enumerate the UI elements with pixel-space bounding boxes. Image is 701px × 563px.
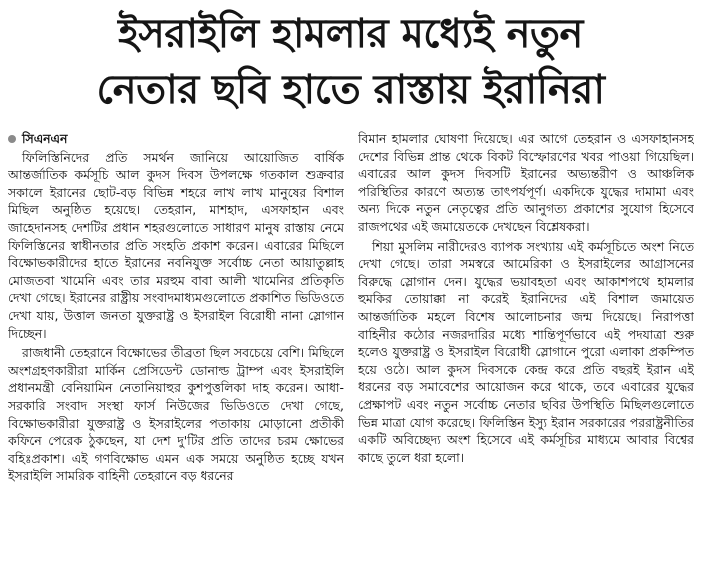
- paragraph: রাজধানী তেহরানে বিক্ষোভের তীব্রতা ছিল সবচেয়ে বেশি। মিছিলে অংশগ্রহণকারীরা মার্কিন প্রেসিডেন্ট ডোনাল্ড ট্রাম্প এবং ইসরাইলি প্রধানমন্ত্রী বেনিয়ামিন নেতানিয়াহুর কুশপুত্তলিকা দাহ করেন। আধা-সরকারি সংবাদ সংস্থা ফার্স নিউজের ভিডিওতে দেখা গেছে, বিক্ষোভকারীরা যুক্তরাষ্ট্র ও ইসরাইলের পতাকায় মোড়ানো প্রতীকী কফিনে পেরেক ঠুকছেন, যা দেশ দু'টির প্রতি তাদের চরম ক্ষোভের বহিঃপ্রকাশ। এই গণবিক্ষোভ এমন এক সময়ে অনুষ্ঠিত হচ্ছে যখন ইসরাইলি সামরিক বাহিনী তেহরানে বড় ধরনের: [8, 345, 344, 484]
- paragraph: ফিলিস্তিনিদের প্রতি সমর্থন জানিয়ে আয়োজিত বার্ষিক আন্তর্জাতিক কর্মসূচি আল কুদস দিবস উপলক্ষে গতকাল শুক্রবার সকালে ইরানের ছোট-বড় বিভিন্ন শহরে লাখ লাখ মানুষের বিশাল মিছিল অনুষ্ঠিত হয়েছে। তেহরান, মাশহাদ, এসফাহান এবং জাহেদানসহ দেশটির প্রধান শহরগুলোতে সাধারণ মানুষ রাস্তায় নেমে ফিলিস্তিনের স্বাধীনতার প্রতি সংহতি প্রকাশ করেন। এবারের মিছিলে বিক্ষোভকারীদের হাতে ইরানের নবনিযুক্ত সর্বোচ্চ নেতা আয়াতুল্লাহ মোজতবা খামেনি এবং তার মরহুম বাবা আলী খামেনির প্রতিকৃতি দেখা গেছে। ইরানের রাষ্ট্রীয় সংবাদমাধ্যমগুলোতে প্রকাশিত ভিডিওতে দেখা যায়, উত্তাল জনতা যুক্তরাষ্ট্র ও ইসরাইল বিরোধী নানা স্লোগান দিচ্ছেন।: [8, 149, 344, 341]
- headline-line-1: ইসরাইলি হামলার মধ্যেই নতুন: [118, 11, 583, 57]
- article-body: [8, 130, 694, 558]
- byline: [8, 130, 344, 148]
- headline: [0, 6, 701, 118]
- paragraph: বিমান হামলার ঘোষণা দিয়েছে। এর আগে তেহরান ও এসফাহানসহ দেশের বিভিন্ন প্রান্ত থেকে বিকট বিস্ফোরণের খবর পাওয়া গিয়েছিল। এবারের আল কুদস দিবসটি ইরানের অভ্যন্তরীণ ও আঞ্চলিক পরিস্থিতির কারণে অত্যন্ত তাৎপর্যপূর্ণ। একদিকে যুদ্ধের দামামা এবং অন্য দিকে নতুন নেতৃত্বের প্রতি আনুগত্য প্রকাশের সুযোগ হিসেবে রাজপথের এই জমায়েতকে দেখছেন বিশ্লেষকরা।: [358, 131, 694, 234]
- byline-source: সিএনএন: [22, 131, 68, 146]
- article-column-right: [358, 130, 694, 558]
- paragraph: শিয়া মুসলিম নারীদেরও ব্যাপক সংখ্যায় এই কর্মসূচিতে অংশ নিতে দেখা গেছে। তারা সমস্বরে আমেরিকা ও ইসরাইলের আগ্রাসনের বিরুদ্ধে স্লোগান দেন। যুদ্ধের ভয়াবহতা এবং আকাশপথে হামলার হুমকির তোয়াক্কা না করেই ইরানিদের এই বিশাল জমায়েত আন্তর্জাতিক মহলে বিশেষ আলোচনার জন্ম দিয়েছে। নিরাপত্তা বাহিনীর কঠোর নজরদারির মধ্যে শান্তিপূর্ণভাবে এই পদযাত্রা শুরু হলেও যুক্তরাষ্ট্র ও ইসরাইল বিরোধী স্লোগানে পুরো এলাকা প্রকম্পিত হয়ে ওঠে। আল কুদস দিবসকে কেন্দ্র করে প্রতি বছরই ইরান এই ধরনের বড় সমাবেশের আয়োজন করে থাকে, তবে এবারের যুদ্ধের প্রেক্ষাপট এবং নতুন সর্বোচ্চ নেতার ছবির উপস্থিতি মিছিলগুলোতে ভিন্ন মাত্রা যোগ করেছে। ফিলিস্তিন ইস্যু ইরান সরকারের পররাষ্ট্রনীতির একটি অবিচ্ছেদ্য অংশ হিসেবে এই কর্মসূচির মাধ্যমে আবার বিশ্বের কাছে তুলে ধরা হলো।: [358, 238, 694, 465]
- bullet-dot-icon: [8, 135, 16, 143]
- headline-line-2: নেতার ছবি হাতে রাস্তায় ইরানিরা: [96, 67, 605, 113]
- article-column-left: [8, 130, 344, 558]
